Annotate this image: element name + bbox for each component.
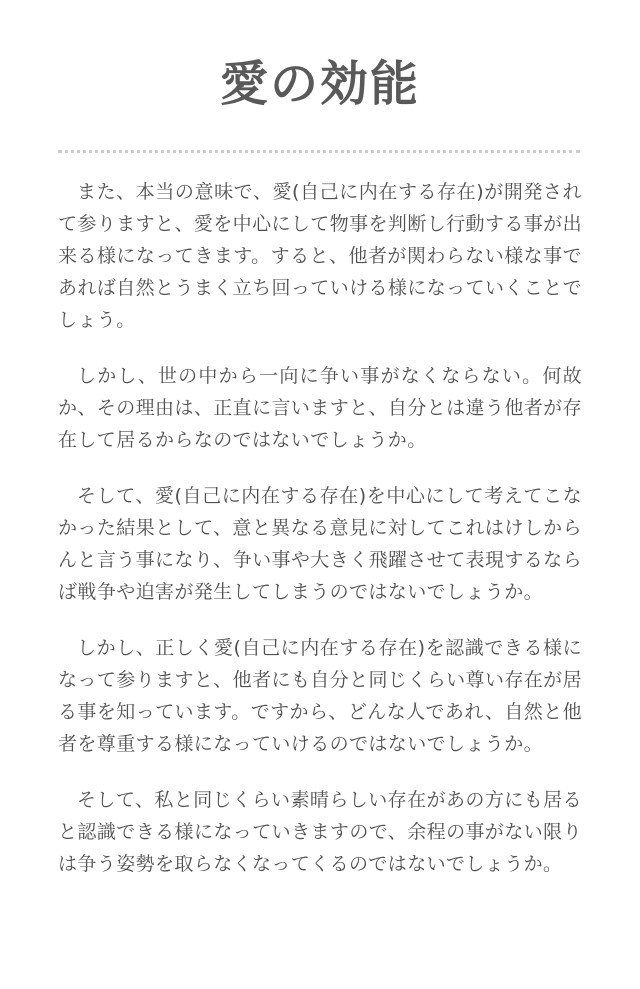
paragraph: しかし、正しく愛(自己に内在する存在)を認識できる様になって参りますと、他者にも自分と同じくらい尊い存在が居る事を知っています。ですから、どんな人であれ、自然と他者を尊重する様になっていけるのではないでしょうか。 [58, 637, 582, 755]
dotted-divider [58, 150, 580, 153]
paragraph: しかし、世の中から一向に争い事がなくならない。何故か、その理由は、正直に言いますと、自分とは違う他者が存在して居るからなのではないでしょうか。 [58, 365, 582, 451]
paragraph: また、本当の意味で、愛(自己に内在する存在)が開発されて参りますと、愛を中心にして物事を判断し行動する事が出来る様になってきます。すると、他者が関わらない様な事であれば自然とうまく立ち回っていける様になっていくことでしょう。 [58, 181, 582, 331]
page-title: 愛の効能 [219, 56, 420, 112]
paragraph: そして、愛(自己に内在する存在)を中心にして考えてこなかった結果として、意と異なる意見に対してこれはけしからんと言う事になり、争い事や大きく飛躍させて表現するならば戦争や迫害が発生してしまうのではないでしょうか。 [58, 485, 582, 603]
article-body [58, 176, 582, 904]
paragraph: そして、私と同じくらい素晴らしい存在があの方にも居ると認識できる様になっていきますので、余程の事がない限りは争う姿勢を取らなくなってくるのではないでしょうか。 [58, 789, 582, 875]
